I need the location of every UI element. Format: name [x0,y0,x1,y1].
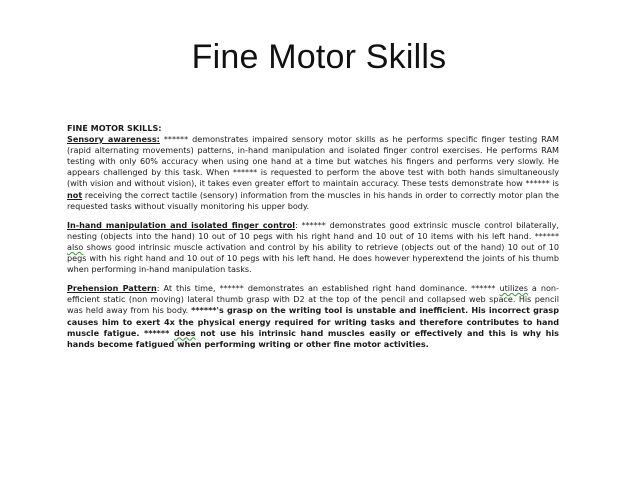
prehension-does: does [173,327,196,338]
in-hand-text-1: : ****** demonstrates good extrinsic muscle control bilaterally, nesting (objects into the hand) 10 out of 10 pegs with his right hand and 10 out of 10 items with his left hand. ****** [67,219,560,241]
sensory-text-1: ****** demonstrates impaired sensory motor skills as he performs specific finger testing RAM (rapid alternating movements) patterns, in-hand manipulation and isolated finger control exercises. He performs RAM testing with only 60% accuracy when using one hand at a time but watches his fingers and performs very slowly. He appears challenged by this task. When ****** is requested to perform the above test with both hands simultaneously (with vision and without vision), it takes even greater effort to maintain accuracy. These tests demonstrate how ****** is [67,134,559,189]
sensory-awareness-label: Sensory awareness: [67,134,160,145]
sensory-text-2: receiving the correct tactile (sensory) information from the muscles in his hands in order to correctly motor plan the requested tasks without visually monitoring his upper body. [67,189,559,211]
sensory-awareness-paragraph [67,134,559,212]
section-heading: FINE MOTOR SKILLS: [67,123,162,133]
prehension-label: Prehension Pattern [67,283,157,294]
prehension-utilizes: utilizes [499,283,528,294]
in-hand-manipulation-paragraph [67,220,559,275]
prehension-pattern-paragraph [67,283,559,350]
sensory-emphasis: not [67,189,83,200]
in-hand-label: In-hand manipulation and isolated finger control [67,219,296,230]
prehension-bold-1: ******'s grasp on the writing tool is unstable and inefficient. His incorrect grasp causes him to exert 4x the physical energy required for writing tasks and therefore contributes to hand muscle fatigue. ****** [67,305,559,338]
document-excerpt [67,123,559,350]
prehension-text-2: a non-efficient static (non moving) lateral thumb grasp with D2 at the top of the pencil and collapsed web space. His pencil was held away from his body. [67,283,559,316]
prehension-text-1: : At this time, ****** demonstrates an established right hand dominance. ****** [156,283,500,294]
in-hand-also: also [67,241,84,252]
in-hand-text-2: shows good intrinsic muscle activation and control by his ability to retrieve (objects out of the hand) 10 out of 10 pegs with his right hand and 10 out of 10 pegs with his left hand. He does however hyperextend the joints of his thumb when performing in-hand manipulation tasks. [67,241,559,275]
prehension-bold-2: not use his intrinsic hand muscles easily or effectively and this is why his hands become fatigued when performing writing or other fine motor activities. [67,327,560,349]
slide-title: Fine Motor Skills [191,38,447,76]
